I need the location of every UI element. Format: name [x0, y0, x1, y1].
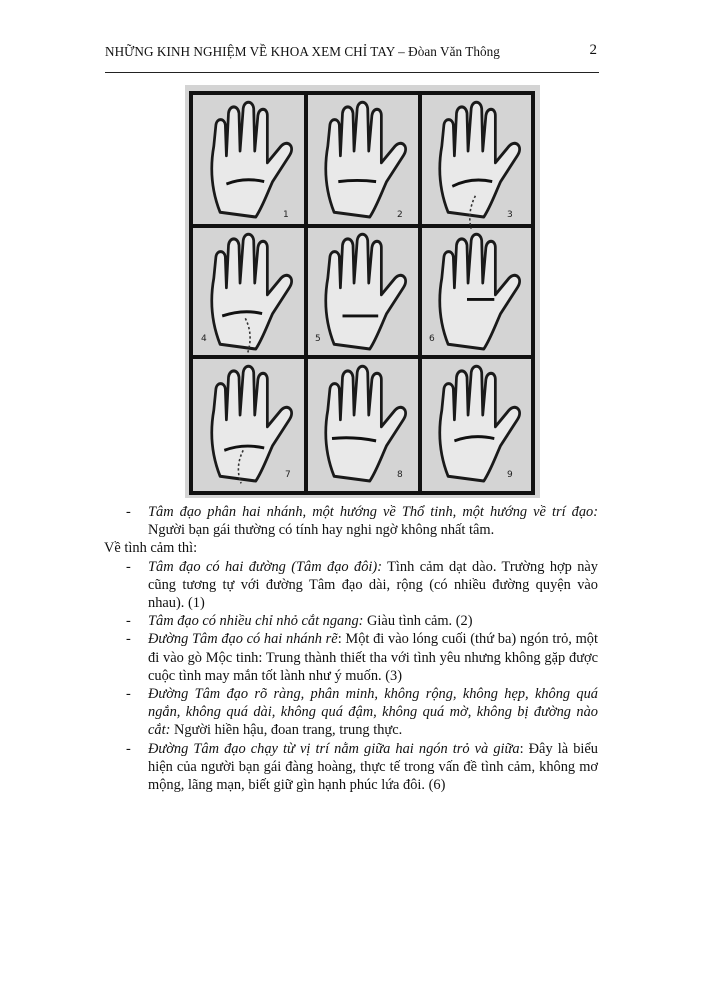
- item-lead: Tâm đạo phân hai nhánh, một hướng về Thổ tinh, một hướng về trí đạo:: [148, 504, 598, 520]
- palm-lines-illustration: [185, 85, 540, 498]
- label-5: 5: [315, 334, 321, 344]
- item-text: Tình cảm dạt dào. Trường hợp này cũng tương tự với đường Tâm đạo dài, rộng (có nhiều đường quyện vào nhau). (1): [148, 558, 598, 612]
- body-text: [104, 503, 598, 794]
- label-2: 2: [397, 210, 403, 220]
- list-item: - Đường Tâm đạo có hai nhánh rẽ: Một đi vào lóng cuối (thứ ba) ngón trỏ, một đi vào gò Mộc tinh: Trung thành thiết tha với tình yêu nhưng không gặp được cuộc tình may mắn tốt lành như ý muốn. (3): [126, 631, 598, 684]
- section-heading: Về tình cảm thì:: [104, 540, 198, 557]
- item-text: Người hiền hậu, đoan trang, trung thực.: [170, 722, 403, 739]
- label-4: 4: [201, 334, 207, 344]
- item-text: : Đây là biểu hiện của người bạn gái đàng hoàng, thực tế trong vấn đề tình cảm, không mơ mộng, lãng mạn, biết giữ gìn hạnh phúc lứa đôi. (6): [148, 740, 598, 794]
- label-3: 3: [507, 210, 513, 220]
- item-lead: Tâm đạo có nhiều chỉ nhỏ cắt ngang:: [148, 613, 364, 630]
- label-6: 6: [429, 334, 435, 344]
- list-item: - Tâm đạo phân hai nhánh, một hướng về Thổ tinh, một hướng về trí đạo: Người bạn gái thường có tính hay nghi ngờ không nhất tâm.: [126, 504, 598, 539]
- list-item: - Đường Tâm đạo rõ ràng, phân minh, không rộng, không hẹp, không quá ngắn, không quá dài, không quá đậm, không quá mờ, không bị đường nào cắt: Người hiền hậu, đoan trang, trung thực.: [126, 686, 598, 739]
- page-number: 2: [589, 42, 597, 58]
- palm-diagram-figure: [185, 85, 540, 498]
- header-divider: [105, 72, 599, 73]
- list-item: - Đường Tâm đạo chạy từ vị trí nằm giữa hai ngón trỏ và giữa: Đây là biểu hiện của người bạn gái đàng hoàng, thực tế trong vấn đề tình cảm, không mơ mộng, lãng mạn, biết giữ gìn hạnh phúc lứa đôi. (6): [126, 740, 598, 794]
- item-text: : Một đi vào lóng cuối (thứ ba) ngón trỏ, một đi vào gò Mộc tinh: Trung thành thiết tha với tình yêu nhưng không gặp được cuộc tình may mắn tốt lành như ý muốn. (3): [148, 631, 598, 684]
- list-item: - Tâm đạo có hai đường (Tâm đạo đôi): Tình cảm dạt dào. Trường hợp này cũng tương tự với đường Tâm đạo dài, rộng (có nhiều đường quyện vào nhau). (1): [126, 558, 598, 612]
- list-item: - Tâm đạo có nhiều chỉ nhỏ cắt ngang: Giàu tình cảm. (2): [126, 613, 473, 630]
- label-8: 8: [397, 470, 403, 480]
- label-9: 9: [507, 470, 513, 480]
- label-7: 7: [285, 470, 291, 480]
- label-1: 1: [283, 210, 289, 220]
- page-header: [105, 44, 599, 66]
- item-text: Người bạn gái thường có tính hay nghi ngờ không nhất tâm.: [148, 522, 495, 539]
- item-lead: Đường Tâm đạo rõ ràng, phân minh, không rộng, không hẹp, không quá ngắn, không quá dài, không quá đậm, không quá mờ, không bị đường nào cắt:: [148, 686, 598, 739]
- document-title: NHỮNG KINH NGHIỆM VỀ KHOA XEM CHỈ TAY – Đòan Văn Thông: [105, 44, 500, 59]
- item-lead: Đường Tâm đạo có hai nhánh rẽ: [148, 631, 338, 648]
- item-lead: Đường Tâm đạo chạy từ vị trí nằm giữa hai ngón trỏ và giữa: [148, 740, 520, 757]
- item-lead: Tâm đạo có hai đường (Tâm đạo đôi):: [148, 558, 382, 575]
- item-text: Giàu tình cảm. (2): [363, 613, 473, 630]
